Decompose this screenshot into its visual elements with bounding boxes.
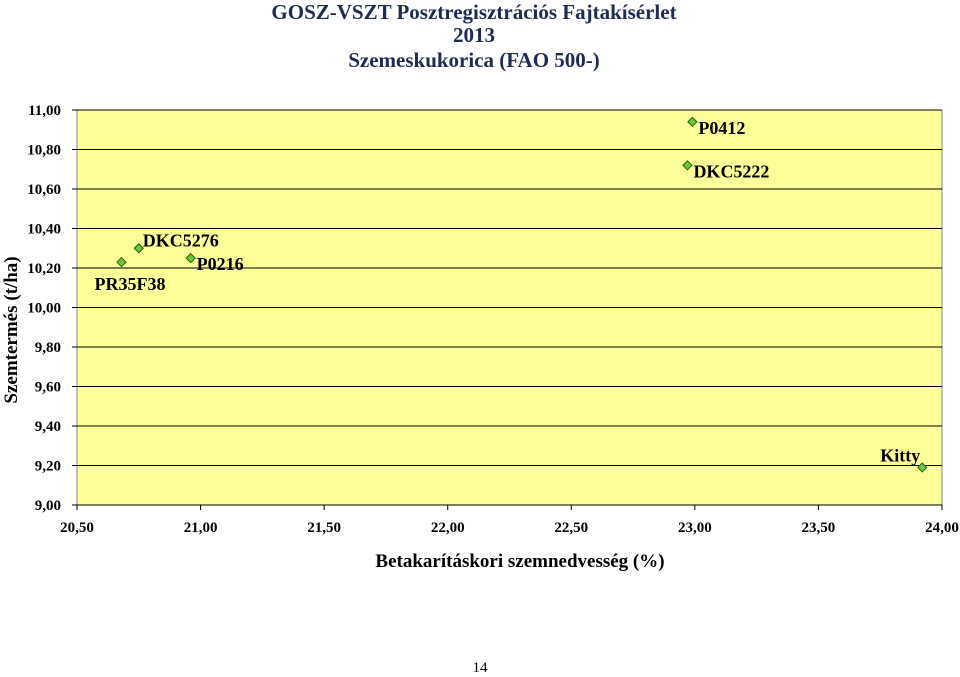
- point-label: DKC5276: [142, 230, 219, 251]
- x-tick-label: 21,00: [183, 520, 218, 536]
- x-tick-label: 22,50: [554, 520, 589, 536]
- x-tick-label: 20,50: [60, 520, 94, 536]
- x-axis-title: Betakarításkori szemnedvesség (%): [375, 551, 665, 572]
- y-tick-label: 9,00: [34, 498, 61, 514]
- y-tick-label: 10,40: [27, 221, 61, 238]
- y-tick-label: 9,20: [34, 458, 61, 475]
- x-tick-label: 23,00: [677, 520, 712, 536]
- point-label: P0216: [196, 254, 244, 275]
- y-tick-label: 10,00: [27, 300, 61, 317]
- y-tick-label: 9,60: [34, 379, 61, 396]
- chart-title-line-2: 2013: [453, 23, 495, 47]
- y-axis-ticks: [27, 103, 77, 514]
- x-axis-ticks: [60, 505, 959, 536]
- y-tick-label: 9,40: [34, 419, 61, 435]
- page-number: 14: [472, 660, 488, 676]
- y-tick-label: 10,20: [27, 261, 61, 277]
- point-label: PR35F38: [94, 274, 166, 295]
- point-label: DKC5222: [693, 161, 770, 182]
- y-tick-label: 11,00: [28, 103, 61, 119]
- chart-title: [271, 0, 676, 72]
- point-label: Kitty: [880, 445, 921, 466]
- y-tick-label: 9,80: [34, 340, 61, 356]
- x-tick-label: 24,00: [925, 520, 959, 536]
- chart-title-line-1: GOSZ-VSZT Posztregisztrációs Fajtakísérlet: [271, 0, 677, 24]
- x-tick-label: 21,50: [307, 520, 342, 536]
- x-tick-label: 23,50: [801, 520, 836, 536]
- y-tick-label: 10,60: [27, 182, 61, 198]
- chart-title-line-3: Szemeskukorica (FAO 500-): [348, 48, 600, 72]
- point-label: P0412: [698, 117, 746, 138]
- y-tick-label: 10,80: [27, 142, 61, 159]
- y-axis-title: Szemtermés (t/ha): [1, 256, 22, 404]
- x-tick-label: 22,00: [430, 520, 465, 536]
